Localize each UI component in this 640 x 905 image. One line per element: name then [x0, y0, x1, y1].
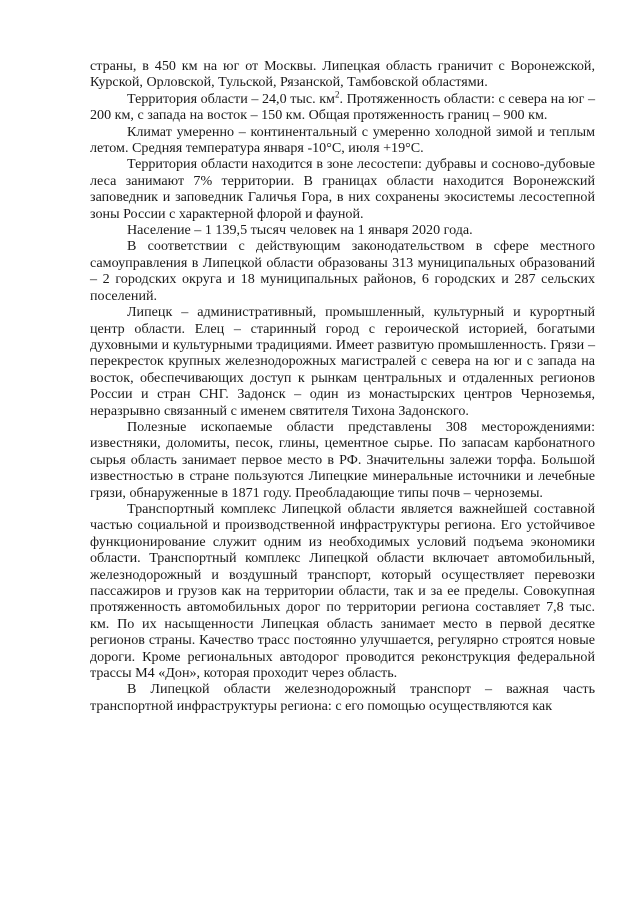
- paragraph-cities: Липецк – административный, промышленный, культурный и курортный центр области. Елец – старинный город с героической историей, богатыми духовными и культурными традициями. Имеет развитую промышленность. Грязи – перекресток крупных железнодорожных магистралей с севера на юг и с запада на восток, обеспечивающих доступ к рынкам центральных и отдаленных регионов России и стран СНГ. Задонск – один из монастырских центров Черноземья, неразрывно связанный с именем святителя Тихона Задонского.: [90, 304, 595, 419]
- territory-text-start: Территория области – 24,0 тыс. км: [127, 90, 335, 107]
- superscript-squared: 2: [334, 89, 340, 100]
- territory-text-end: . Протяженность области: с севера на юг – 200 км, с запада на восток – 150 км. Общая протяженность границ – 900 км.: [90, 90, 595, 124]
- paragraph-railway: В Липецкой области железнодорожный транспорт – важная часть транспортной инфраструктуры региона: с его помощью осуществляются как: [90, 681, 595, 714]
- paragraph-borders: страны, в 450 км на юг от Москвы. Липецкая область граничит с Воронежской, Курской, Орловской, Тульской, Рязанской, Тамбовской областями.: [90, 58, 595, 91]
- paragraph-forest-zone: Территория области находится в зоне лесостепи: дубравы и сосново-дубовые леса занимают 7% территории. В границах области находится Воронежский заповедник и заповедник Галичья Гора, в них сохранены экосистемы лесостепной зоны России с характерной флорой и фауной.: [90, 156, 595, 222]
- paragraph-transport-complex: Транспортный комплекс Липецкой области является важнейшей составной частью социальной и производственной инфраструктуры региона. Его устойчивое функционирование служит одним из необходимых условий подъема экономики области. Транспортный комплекс Липецкой области включает автомобильный, железнодорожный и воздушный транспорт, который осуществляет перевозки пассажиров и грузов как на территории области, так и за ее пределы. Совокупная протяженность автомобильных дорог по территории региона составляет 7,8 тыс. км. По их насыщенности Липецкая область занимает место в первой десятке регионов страны. Качество трасс постоянно улучшается, регулярно строятся новые дороги. Кроме региональных автодорог проводится реконструкция федеральной трассы М4 «Дон», которая проходит через область.: [90, 500, 595, 682]
- paragraph-territory: [90, 91, 595, 124]
- paragraph-municipalities: В соответствии с действующим законодательством в сфере местного самоуправления в Липецкой области образованы 313 муниципальных образований – 2 городских округа и 18 муниципальных районов, 6 городских и 287 сельских поселений.: [90, 238, 595, 304]
- paragraph-minerals: Полезные ископаемые области представлены 308 месторождениями: известняки, доломиты, песок, глины, цементное сырье. По запасам карбонатного сырья область занимает первое место в РФ. Значительны залежи торфа. Большой известностью в стране пользуются Липецкие минеральные источники и лечебные грязи, обнаруженные в 1871 году. Преобладающие типы почв – черноземы.: [90, 418, 595, 501]
- paragraph-population: Население – 1 139,5 тысяч человек на 1 января 2020 года.: [127, 222, 473, 239]
- paragraph-climate: Климат умеренно – континентальный с умеренно холодной зимой и теплым летом. Средняя температура января -10°С, июля +19°С.: [90, 123, 595, 157]
- document-body: [90, 58, 595, 714]
